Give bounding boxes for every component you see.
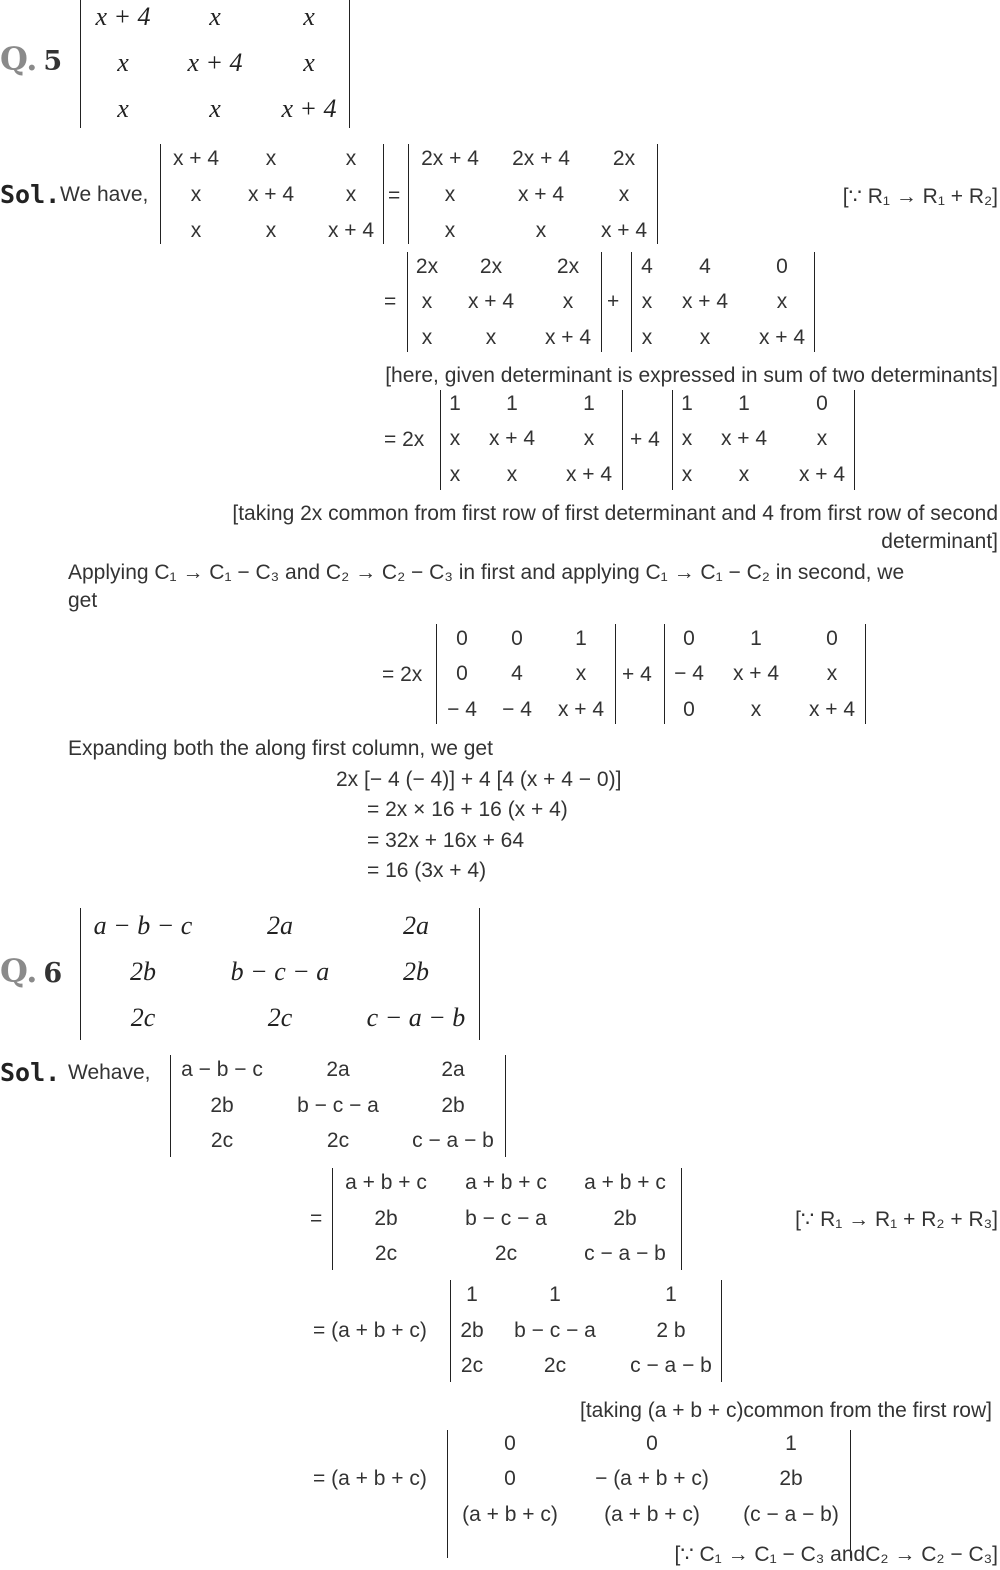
- matrix-cell: x + 4: [565, 463, 613, 486]
- q5-det-3b: [631, 252, 815, 352]
- matrix-cell: x: [449, 463, 461, 486]
- q6-coef-b: = (a + b + c): [313, 1467, 427, 1490]
- matrix-cell: a − b − c: [93, 911, 193, 940]
- matrix-cell: 2x + 4: [421, 147, 479, 170]
- matrix-cell: c − a − b: [366, 1003, 466, 1032]
- q6-det-4: [447, 1430, 851, 1558]
- matrix-cell: b − c − a: [514, 1319, 596, 1342]
- q6-det-1: [170, 1055, 506, 1157]
- matrix-cell: x + 4: [720, 427, 768, 450]
- matrix-cell: x: [699, 326, 711, 349]
- q6-equals-1: =: [310, 1207, 323, 1230]
- matrix-cell: 2b: [210, 1094, 234, 1117]
- matrix-cell: x + 4: [327, 219, 375, 242]
- q5-expansion-4: = 16 (3x + 4): [367, 859, 487, 882]
- matrix-cell: 4: [511, 662, 523, 685]
- matrix-cell: x + 4: [488, 427, 536, 450]
- matrix-cell: x: [449, 427, 461, 450]
- matrix-cell: 1: [750, 627, 762, 650]
- matrix-cell: 2x + 4: [512, 147, 570, 170]
- matrix-cell: x: [303, 48, 315, 77]
- matrix-cell: 4: [699, 255, 711, 278]
- matrix-cell: 2a: [441, 1058, 465, 1081]
- matrix-cell: x: [738, 463, 750, 486]
- matrix-cell: 1: [506, 392, 518, 415]
- matrix-cell: x + 4: [544, 326, 592, 349]
- matrix-cell: x: [444, 219, 456, 242]
- matrix-cell: x + 4: [798, 463, 846, 486]
- matrix-cell: 2b: [779, 1467, 803, 1490]
- matrix-cell: x: [345, 183, 357, 206]
- matrix-cell: x + 4: [187, 48, 243, 77]
- matrix-cell: x: [421, 326, 433, 349]
- question-prefix: Q.: [0, 40, 38, 78]
- q5-det-2: [408, 144, 658, 244]
- matrix-cell: a + b + c: [465, 1171, 547, 1194]
- q6-det-2: [332, 1168, 682, 1270]
- q6-solution-label: Sol.: [0, 1058, 61, 1087]
- q5-solution-label: Sol.: [0, 180, 61, 209]
- question-number: 5: [43, 46, 63, 77]
- matrix-cell: x + 4: [557, 698, 605, 721]
- matrix-cell: 2a: [403, 911, 429, 940]
- matrix-cell: (a + b + c): [462, 1503, 558, 1526]
- matrix-cell: 2a: [267, 911, 293, 940]
- q5-det-4a: [440, 390, 623, 490]
- matrix-cell: c − a − b: [412, 1129, 494, 1152]
- matrix-cell: x: [641, 326, 653, 349]
- matrix-cell: x: [750, 698, 762, 721]
- matrix-cell: 1: [583, 392, 595, 415]
- matrix-cell: 0: [646, 1432, 658, 1455]
- matrix-cell: 1: [549, 1283, 561, 1306]
- q6-note-col-op: [∵ C₁ → C₁ − C₃ andC₂ → C₂ − C₃]: [674, 1543, 998, 1566]
- q5-expanding: Expanding both the along first column, we get: [68, 737, 493, 760]
- matrix-cell: c − a − b: [630, 1354, 712, 1377]
- matrix-cell: 0: [816, 392, 828, 415]
- q6-det-3: [450, 1280, 722, 1382]
- matrix-cell: x: [575, 662, 587, 685]
- q6-note-row-op: [∵ R₁ → R₁ + R₂ + R₃]: [795, 1208, 998, 1231]
- matrix-cell: (c − a − b): [743, 1503, 839, 1526]
- q5-we-have: We have,: [60, 183, 149, 206]
- q5-det-5b: [664, 624, 866, 724]
- matrix-cell: x + 4: [517, 183, 565, 206]
- matrix-cell: 2b: [441, 1094, 465, 1117]
- matrix-cell: 0: [504, 1467, 516, 1490]
- matrix-cell: x: [421, 290, 433, 313]
- q5-note-sum: [here, given determinant is expressed in sum of two determinants]: [385, 364, 998, 387]
- q5-apply-line-2: get: [68, 589, 98, 612]
- matrix-cell: x: [681, 427, 693, 450]
- matrix-cell: 2b: [130, 957, 156, 986]
- matrix-cell: − 4: [447, 698, 477, 721]
- q5-det-1: [160, 144, 384, 244]
- q5-equals-1: =: [388, 184, 401, 207]
- matrix-cell: 2c: [210, 1129, 234, 1152]
- matrix-cell: x + 4: [172, 147, 220, 170]
- matrix-cell: x: [641, 290, 653, 313]
- matrix-cell: x: [117, 94, 129, 123]
- matrix-cell: 0: [511, 627, 523, 650]
- matrix-cell: x: [265, 147, 277, 170]
- matrix-cell: 2a: [326, 1058, 350, 1081]
- matrix-cell: 1: [575, 627, 587, 650]
- matrix-cell: 2c: [326, 1129, 350, 1152]
- matrix-cell: x + 4: [281, 94, 337, 123]
- q5-expansion-2: = 2x × 16 + 16 (x + 4): [367, 798, 568, 821]
- matrix-cell: x: [265, 219, 277, 242]
- matrix-cell: 0: [504, 1432, 516, 1455]
- q5-note-common-1: [taking 2x common from first row of first determinant and 4 from first row of second: [232, 502, 998, 525]
- q5-plus-1: +: [607, 290, 620, 313]
- matrix-cell: x: [562, 290, 574, 313]
- matrix-cell: x + 4: [247, 183, 295, 206]
- matrix-cell: x: [506, 463, 518, 486]
- matrix-cell: 2c: [267, 1003, 293, 1032]
- matrix-cell: x + 4: [732, 662, 780, 685]
- matrix-cell: 0: [456, 662, 468, 685]
- matrix-cell: b − c − a: [230, 957, 330, 986]
- matrix-cell: x: [485, 326, 497, 349]
- q5-equals-2: =: [384, 290, 397, 313]
- matrix-cell: 2c: [460, 1354, 484, 1377]
- q5-det-4b: [672, 390, 855, 490]
- q5-coef-2x-a: = 2x: [384, 428, 425, 451]
- matrix-cell: 2b: [613, 1207, 637, 1230]
- q5-apply-line-1: Applying C₁ → C₁ − C₃ and C₂ → C₂ − C₃ in first and applying C₁ → C₁ − C₂ in second, we: [68, 561, 905, 584]
- q6-we-have: Wehave,: [68, 1061, 151, 1084]
- matrix-cell: x + 4: [95, 2, 151, 31]
- matrix-cell: x: [345, 147, 357, 170]
- matrix-cell: x: [117, 48, 129, 77]
- q5-note-row-op: [∵ R₁ → R₁ + R₂]: [842, 185, 998, 208]
- q6-question-determinant: [80, 908, 480, 1040]
- matrix-cell: b − c − a: [465, 1207, 547, 1230]
- matrix-cell: x: [816, 427, 828, 450]
- matrix-cell: − (a + b + c): [595, 1467, 709, 1490]
- q5-coef-4-a: + 4: [630, 428, 660, 451]
- q5-note-common-2: determinant]: [881, 530, 998, 553]
- matrix-cell: x: [681, 463, 693, 486]
- matrix-cell: x: [618, 183, 630, 206]
- matrix-cell: 0: [683, 627, 695, 650]
- matrix-cell: x + 4: [808, 698, 856, 721]
- matrix-cell: 2b: [403, 957, 429, 986]
- q6-note-common: [taking (a + b + c)common from the first row]: [580, 1399, 992, 1422]
- q5-coef-4-b: + 4: [622, 663, 652, 686]
- q5-question-determinant: [80, 0, 350, 128]
- matrix-cell: x: [190, 183, 202, 206]
- question-prefix: Q.: [0, 952, 38, 990]
- matrix-cell: a − b − c: [181, 1058, 263, 1081]
- matrix-cell: x + 4: [758, 326, 806, 349]
- matrix-cell: 2x: [415, 255, 439, 278]
- matrix-cell: 2b: [460, 1319, 484, 1342]
- matrix-cell: 2 b: [656, 1319, 686, 1342]
- matrix-cell: x + 4: [467, 290, 515, 313]
- q5-expansion-1: 2x [− 4 (− 4)] + 4 [4 (x + 4 − 0)]: [336, 768, 622, 791]
- matrix-cell: x: [583, 427, 595, 450]
- matrix-cell: 1: [466, 1283, 478, 1306]
- matrix-cell: 2c: [374, 1242, 398, 1265]
- q6-coef-a: = (a + b + c): [313, 1319, 427, 1342]
- q5-det-5a: [436, 624, 616, 724]
- matrix-cell: x: [535, 219, 547, 242]
- matrix-cell: 2c: [494, 1242, 518, 1265]
- matrix-cell: 4: [641, 255, 653, 278]
- matrix-cell: c − a − b: [584, 1242, 666, 1265]
- matrix-cell: − 4: [674, 662, 704, 685]
- q5-expansion-3: = 32x + 16x + 64: [367, 829, 525, 852]
- matrix-cell: (a + b + c): [604, 1503, 700, 1526]
- matrix-cell: 1: [681, 392, 693, 415]
- matrix-cell: x: [190, 219, 202, 242]
- matrix-cell: 1: [449, 392, 461, 415]
- matrix-cell: x + 4: [681, 290, 729, 313]
- matrix-cell: 1: [785, 1432, 797, 1455]
- matrix-cell: 2b: [374, 1207, 398, 1230]
- matrix-cell: 2x: [479, 255, 503, 278]
- matrix-cell: x: [444, 183, 456, 206]
- matrix-cell: 0: [776, 255, 788, 278]
- matrix-cell: x: [776, 290, 788, 313]
- matrix-cell: x: [826, 662, 838, 685]
- matrix-cell: 0: [456, 627, 468, 650]
- matrix-cell: − 4: [502, 698, 532, 721]
- matrix-cell: x: [303, 2, 315, 31]
- matrix-cell: 2x: [556, 255, 580, 278]
- matrix-cell: 1: [738, 392, 750, 415]
- matrix-cell: x + 4: [600, 219, 648, 242]
- matrix-cell: 2c: [543, 1354, 567, 1377]
- matrix-cell: b − c − a: [297, 1094, 379, 1117]
- q5-coef-2x-b: = 2x: [382, 663, 423, 686]
- matrix-cell: 0: [826, 627, 838, 650]
- matrix-cell: 0: [683, 698, 695, 721]
- question-number: 6: [43, 958, 63, 989]
- matrix-cell: 2x: [612, 147, 636, 170]
- matrix-cell: 2c: [130, 1003, 156, 1032]
- matrix-cell: 1: [665, 1283, 677, 1306]
- matrix-cell: a + b + c: [345, 1171, 427, 1194]
- matrix-cell: a + b + c: [584, 1171, 666, 1194]
- matrix-cell: x: [209, 94, 221, 123]
- matrix-cell: x: [209, 2, 221, 31]
